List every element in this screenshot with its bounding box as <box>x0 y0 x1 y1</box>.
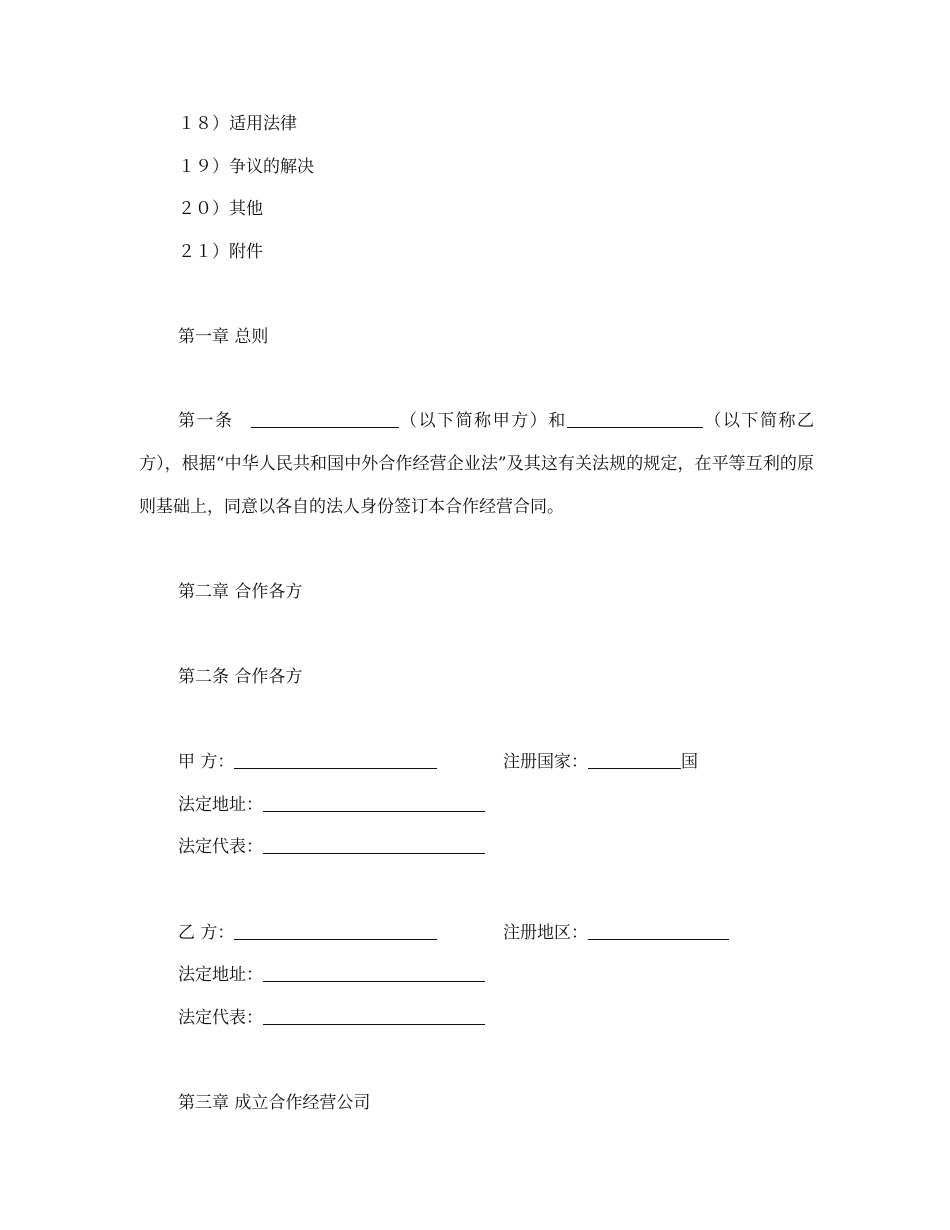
party-a-address-label: 法定地址： <box>178 795 263 815</box>
toc-item-19: １９）争议的解决 <box>178 157 314 177</box>
party-a-rep-label: 法定代表： <box>178 837 263 857</box>
party-b-rep-label: 法定代表： <box>178 1008 263 1028</box>
party-b-name-label: 乙 方： <box>178 923 235 943</box>
party-b-address-row <box>178 964 485 986</box>
chapter-2-heading: 第二章 合作各方 <box>178 582 303 602</box>
party-a-name-field[interactable] <box>234 752 437 769</box>
party-b-name-field[interactable] <box>234 923 437 940</box>
party-b-name-blank[interactable] <box>567 411 703 428</box>
party-b-region-row <box>503 922 729 944</box>
party-a-name-label: 甲 方： <box>178 752 235 772</box>
toc-item-18: １８）适用法律 <box>178 114 297 134</box>
article-1-text-a: （以下简称甲方）和 <box>398 411 567 431</box>
party-b-name-row <box>178 922 437 944</box>
party-b-rep-row <box>178 1007 485 1029</box>
party-a-country-label: 注册国家： <box>503 752 588 772</box>
party-b-rep-field[interactable] <box>263 1008 485 1025</box>
party-a-name-row <box>178 751 437 773</box>
party-a-address-row <box>178 794 485 816</box>
article-2-heading: 第二条 合作各方 <box>178 667 303 687</box>
party-a-rep-row <box>178 836 485 858</box>
toc-item-20: ２０）其他 <box>178 199 263 219</box>
article-1-paragraph <box>139 400 814 529</box>
party-a-address-field[interactable] <box>263 795 485 812</box>
party-b-address-field[interactable] <box>263 965 485 982</box>
party-a-rep-field[interactable] <box>263 837 485 854</box>
party-b-region-field[interactable] <box>588 923 729 940</box>
party-b-address-label: 法定地址： <box>178 965 263 985</box>
party-b-region-label: 注册地区： <box>503 923 588 943</box>
party-a-country-suffix: 国 <box>681 752 698 772</box>
article-1-text-b: （以下简称乙方），根据“中华人民共和国中外合作经营企业法”及其这有关法规的规定，在平等互利的原则基础上，同意以各自的法人身份签订本合作经营合同。 <box>139 411 815 517</box>
chapter-3-heading: 第三章 成立合作经营公司 <box>178 1093 371 1113</box>
party-a-name-blank[interactable] <box>251 411 399 428</box>
party-a-country-field[interactable] <box>588 752 681 769</box>
chapter-1-heading: 第一章 总则 <box>178 327 269 347</box>
party-a-country-row <box>503 751 698 773</box>
article-1-label: 第一条 <box>178 411 234 431</box>
toc-item-21: ２１）附件 <box>178 242 263 262</box>
